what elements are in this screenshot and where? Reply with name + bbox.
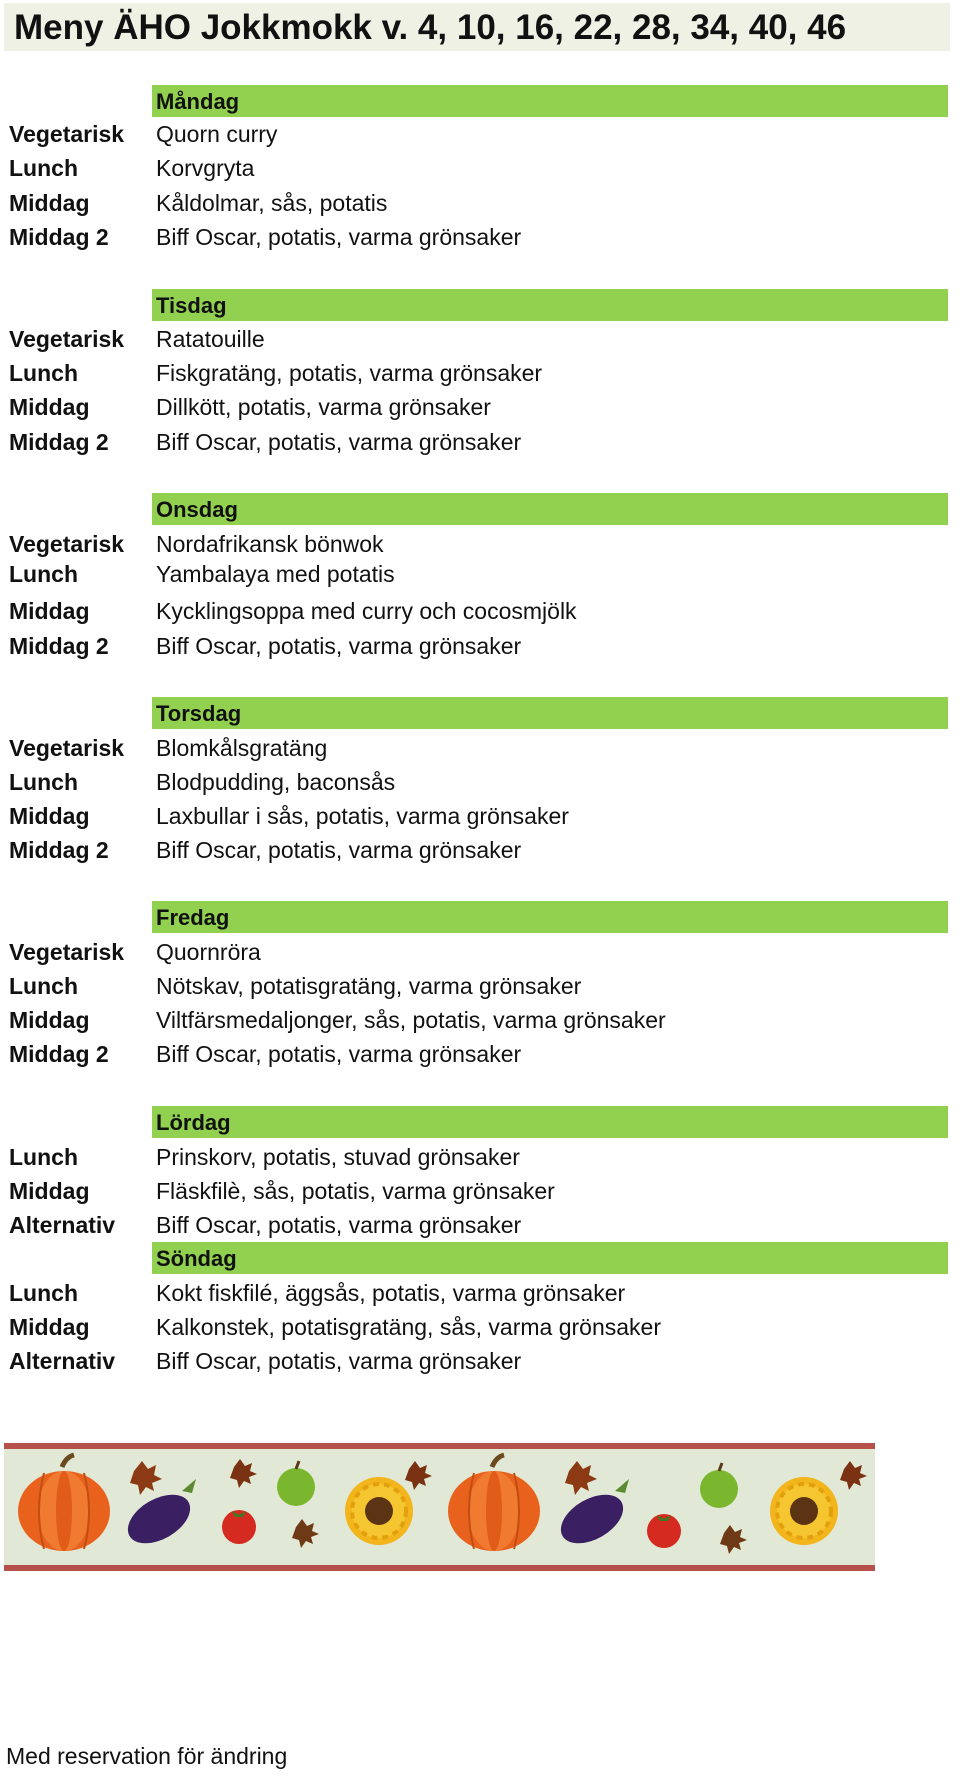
leaf-icon <box>230 1459 257 1488</box>
leaf-icon <box>565 1461 597 1495</box>
banner-illustration <box>4 1449 875 1565</box>
dish-text: Biff Oscar, potatis, varma grönsaker <box>156 1348 522 1374</box>
meal-label: Middag <box>9 1178 90 1204</box>
day-header-onsdag <box>152 493 948 525</box>
day-header-fredag <box>152 901 948 933</box>
dish-text: Blodpudding, baconsås <box>156 769 396 795</box>
dish-text: Biff Oscar, potatis, varma grönsaker <box>156 1212 522 1238</box>
dish-text: Laxbullar i sås, potatis, varma grönsaker <box>156 803 569 829</box>
meal-label: Lunch <box>9 769 78 795</box>
sunflower-icon <box>345 1477 413 1545</box>
eggplant-icon <box>553 1479 632 1553</box>
dish-text: Biff Oscar, potatis, varma grönsaker <box>156 224 522 250</box>
day-name: Söndag <box>156 1246 237 1271</box>
leaf-icon <box>130 1461 162 1495</box>
meal-label: Vegetarisk <box>9 735 125 761</box>
day-name: Fredag <box>156 905 230 930</box>
leaf-icon <box>840 1461 867 1490</box>
meal-label: Lunch <box>9 1280 78 1306</box>
day-name: Lördag <box>156 1110 231 1135</box>
dish-text: Nötskav, potatisgratäng, varma grönsaker <box>156 973 582 999</box>
leaf-icon <box>405 1461 432 1490</box>
dish-text: Quornröra <box>156 939 261 965</box>
day-header-sondag <box>152 1242 948 1274</box>
eggplant-icon <box>120 1479 199 1553</box>
day-header-lordag <box>152 1106 948 1138</box>
meal-label: Lunch <box>9 1144 78 1170</box>
day-name: Måndag <box>156 89 240 114</box>
footer-disclaimer: Med reservation för ändring <box>6 1743 288 1769</box>
day-name: Onsdag <box>156 497 238 522</box>
dish-text: Kalkonstek, potatisgratäng, sås, varma grönsaker <box>156 1314 661 1340</box>
dish-text: Kycklingsoppa med curry och cocosmjölk <box>156 598 577 624</box>
day-header-torsdag <box>152 697 948 729</box>
meal-label: Middag <box>9 1007 90 1033</box>
meal-label: Lunch <box>9 561 78 587</box>
title-bar <box>4 3 950 51</box>
meal-label: Lunch <box>9 360 78 386</box>
dish-text: Ratatouille <box>156 326 265 352</box>
banner-stripe-bottom <box>4 1565 875 1571</box>
meal-label: Middag 2 <box>9 837 109 863</box>
apple-icon <box>277 1461 315 1506</box>
meal-label: Middag <box>9 598 90 624</box>
meal-label: Lunch <box>9 973 78 999</box>
day-header-mandag <box>152 85 948 117</box>
meal-label: Alternativ <box>9 1348 116 1374</box>
apple-icon <box>700 1463 738 1508</box>
page-title: Meny ÄHO Jokkmokk v. 4, 10, 16, 22, 28, 34, 40, 46 <box>14 8 847 47</box>
tomato-icon <box>222 1510 256 1544</box>
meal-label: Middag 2 <box>9 633 109 659</box>
meal-label: Middag <box>9 190 90 216</box>
dish-text: Dillkött, potatis, varma grönsaker <box>156 394 491 420</box>
meal-label: Middag <box>9 803 90 829</box>
tomato-icon <box>647 1514 681 1548</box>
dish-text: Biff Oscar, potatis, varma grönsaker <box>156 1041 522 1067</box>
dish-text: Viltfärsmedaljonger, sås, potatis, varma grönsaker <box>156 1007 666 1033</box>
meal-label: Middag 2 <box>9 224 109 250</box>
autumn-vegetable-banner <box>4 1443 875 1571</box>
meal-label: Vegetarisk <box>9 121 125 147</box>
meal-label: Vegetarisk <box>9 531 125 557</box>
dish-text: Kåldolmar, sås, potatis <box>156 190 388 216</box>
dish-text: Blomkålsgratäng <box>156 735 328 761</box>
pumpkin-icon <box>18 1455 110 1551</box>
dish-text: Prinskorv, potatis, stuvad grönsaker <box>156 1144 520 1170</box>
dish-text: Fläskfilè, sås, potatis, varma grönsaker <box>156 1178 555 1204</box>
day-name: Tisdag <box>156 293 227 318</box>
meal-label: Vegetarisk <box>9 939 125 965</box>
meal-label: Vegetarisk <box>9 326 125 352</box>
dish-text: Quorn curry <box>156 121 278 147</box>
dish-text: Nordafrikansk bönwok <box>156 531 384 557</box>
day-header-tisdag <box>152 289 948 321</box>
meal-label: Middag 2 <box>9 1041 109 1067</box>
sunflower-icon <box>770 1477 838 1545</box>
meal-label: Middag <box>9 394 90 420</box>
leaf-icon <box>720 1525 747 1554</box>
dish-text: Biff Oscar, potatis, varma grönsaker <box>156 633 522 659</box>
dish-text: Kokt fiskfilé, äggsås, potatis, varma grönsaker <box>156 1280 626 1306</box>
day-name: Torsdag <box>156 701 242 726</box>
dish-text: Yambalaya med potatis <box>156 561 395 587</box>
leaf-icon <box>292 1519 319 1548</box>
dish-text: Biff Oscar, potatis, varma grönsaker <box>156 837 522 863</box>
meal-label: Lunch <box>9 155 78 181</box>
meal-label: Middag <box>9 1314 90 1340</box>
pumpkin-icon <box>448 1455 540 1551</box>
meal-label: Middag 2 <box>9 429 109 455</box>
dish-text: Fiskgratäng, potatis, varma grönsaker <box>156 360 543 386</box>
dish-text: Korvgryta <box>156 155 255 181</box>
dish-text: Biff Oscar, potatis, varma grönsaker <box>156 429 522 455</box>
meal-label: Alternativ <box>9 1212 116 1238</box>
